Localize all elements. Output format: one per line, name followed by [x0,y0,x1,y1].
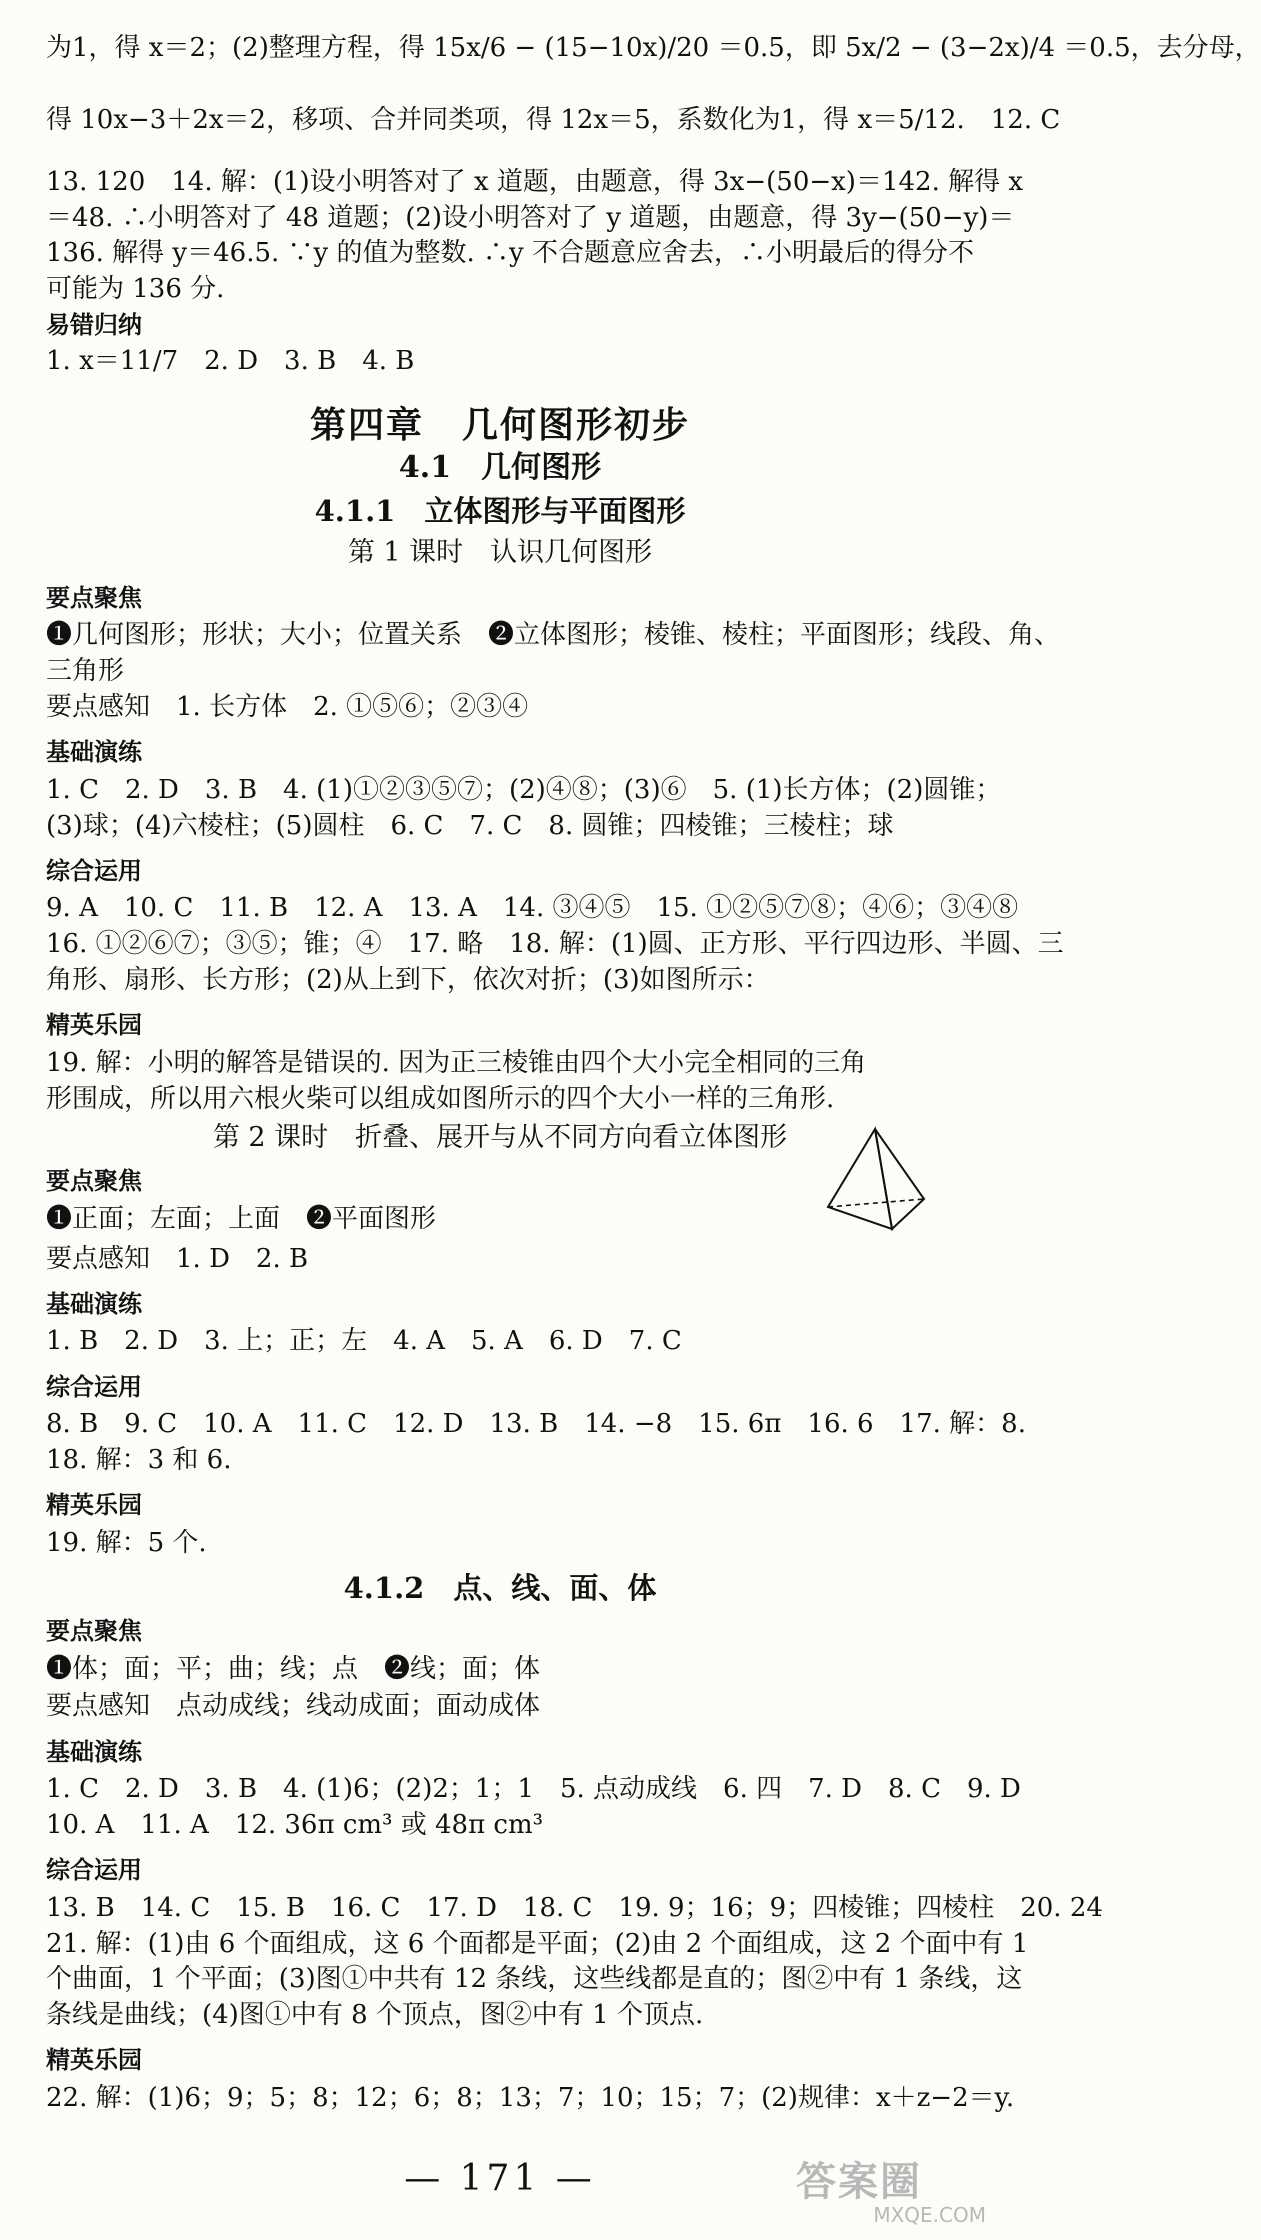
chapter-heading: 4.1 几何图形 [398,450,602,485]
answer-line: 19. 解：小明的解答是错误的. 因为正三棱锥由四个大小完全相同的三角 [46,1048,867,1078]
section-heading: 易错归纳 [46,311,142,339]
answer-line: 16. ①②⑥⑦；③⑤；锥；④ 17. 略 18. 解：(1)圆、正方形、平行四边形、半圆、三 [46,929,1064,959]
answer-line: 22. 解：(1)6；9；5；8；12；6；8；13；7；10；15；7；(2)规律：x＋z−2＝y. [46,2083,1015,2113]
section-heading: 基础演练 [46,1738,142,1766]
answer-line: ❶几何图形；形状；大小；位置关系 ❷立体图形；棱锥、棱柱；平面图形；线段、角、 [46,620,1061,650]
tetrahedron-figure [820,1125,930,1235]
section-heading: 精英乐园 [46,2046,142,2074]
answer-line: ❶正面；左面；上面 ❷平面图形 [46,1204,437,1234]
answer-line: ＝48. ∴小明答对了 48 道题；(2)设小明答对了 y 道题，由题意，得 3y−(50−y)＝ [46,203,1015,233]
section-heading: 要点聚焦 [46,1617,142,1645]
section-heading: 要点聚焦 [46,584,142,612]
chapter-heading: 第四章 几何图形初步 [309,404,690,446]
chapter-heading: 4.1.1 立体图形与平面图形 [314,494,686,528]
answer-line: 9. A 10. C 11. B 12. A 13. A 14. ③④⑤ 15. ①②⑤⑦⑧；④⑥；③④⑧ [46,893,1019,923]
watermark-text: 答案圈 [796,2159,922,2205]
answer-line: 19. 解：5 个. [46,1528,207,1558]
answer-line: 8. B 9. C 10. A 11. C 12. D 13. B 14. −8 15. 6π 16. 6 17. 解：8. [46,1409,1026,1439]
answer-line: 1. C 2. D 3. B 4. (1)6；(2)2；1；1 5. 点动成线 6. 四 7. D 8. C 9. D [46,1774,1021,1804]
watermark-url: MXQE.COM [873,2203,986,2227]
answer-line: 三角形 [46,656,125,686]
chapter-heading: 第 1 课时 认识几何图形 [347,537,653,568]
answer-line: 为1，得 x＝2；(2)整理方程，得 15x/6 − (15−10x)/20 ＝0.5，即 5x/2 − (3−2x)/4 ＝0.5，去分母， [46,33,1261,63]
answer-line: 13. 120 14. 解：(1)设小明答对了 x 道题，由题意，得 3x−(50−x)＝142. 解得 x [46,167,1024,197]
answer-line: 条线是曲线；(4)图①中有 8 个顶点，图②中有 1 个顶点. [46,2000,704,2030]
watermark [796,2160,986,2230]
answer-line: 要点感知 点动成线；线动成面；面动成体 [46,1691,541,1721]
answer-line: 136. 解得 y＝46.5. ∵y 的值为整数. ∴y 不合题意应舍去，∴小明最后的得分不 [46,238,974,268]
answer-line: 形围成，所以用六根火柴可以组成如图所示的四个大小一样的三角形. [46,1084,835,1114]
section-heading: 基础演练 [46,738,142,766]
answer-line: 角形、扇形、长方形；(2)从上到下，依次对折；(3)如图所示： [46,965,770,995]
answer-line: 可能为 136 分. [46,274,225,304]
section-heading: 要点聚焦 [46,1167,142,1195]
page-number: — 171 — [404,2158,596,2199]
section-heading: 综合运用 [46,857,142,885]
section-heading: 综合运用 [46,1373,142,1401]
section-heading: 精英乐园 [46,1011,142,1039]
answer-line: 13. B 14. C 15. B 16. C 17. D 18. C 19. 9；16；9；四棱锥；四棱柱 20. 24 [46,1893,1103,1923]
chapter-heading: 4.1.2 点、线、面、体 [343,1571,657,1605]
section-heading: 精英乐园 [46,1491,142,1519]
chapter-heading: 第 2 课时 折叠、展开与从不同方向看立体图形 [212,1122,788,1153]
answer-line: 1. x＝11/7 2. D 3. B 4. B [46,346,415,376]
answer-line: (3)球；(4)六棱柱；(5)圆柱 6. C 7. C 8. 圆锥；四棱锥；三棱柱；球 [46,811,894,841]
answer-line: 得 10x−3＋2x＝2，移项、合并同类项，得 12x＝5，系数化为1，得 x＝5/12. 12. C [46,105,1061,135]
answer-line: 18. 解：3 和 6. [46,1445,232,1475]
answer-line: 要点感知 1. D 2. B [46,1244,309,1274]
answer-line: 10. A 11. A 12. 36π cm³ 或 48π cm³ [46,1810,544,1840]
answer-line: 1. B 2. D 3. 上；正；左 4. A 5. A 6. D 7. C [46,1326,682,1356]
section-heading: 基础演练 [46,1290,142,1318]
answer-line: 个曲面，1 个平面；(3)图①中共有 12 条线，这些线都是直的；图②中有 1 条线，这 [46,1964,1023,1994]
answer-line: 1. C 2. D 3. B 4. (1)①②③⑤⑦；(2)④⑧；(3)⑥ 5. (1)长方体；(2)圆锥； [46,775,1002,805]
answer-line: 要点感知 1. 长方体 2. ①⑤⑥；②③④ [46,692,529,722]
answer-line: 21. 解：(1)由 6 个面组成，这 6 个面都是平面；(2)由 2 个面组成，这 2 个面中有 1 [46,1929,1029,1959]
answer-line: ❶体；面；平；曲；线；点 ❷线；面；体 [46,1654,541,1684]
section-heading: 综合运用 [46,1856,142,1884]
